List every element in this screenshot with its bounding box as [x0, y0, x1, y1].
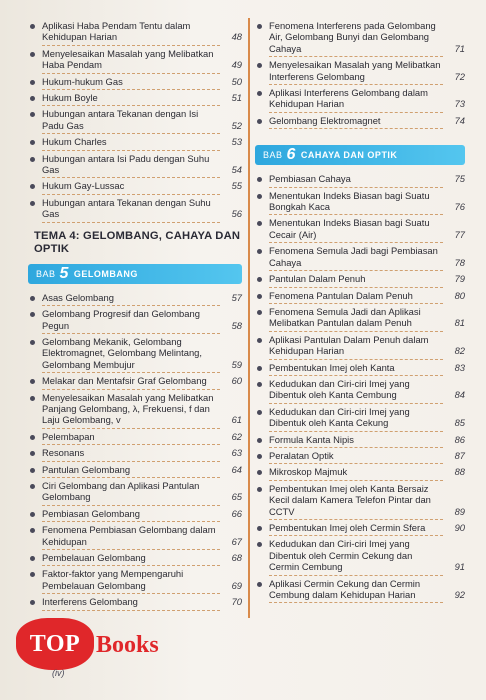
- dashed-separator: [269, 331, 443, 332]
- toc-item-page: 64: [231, 463, 242, 475]
- bullet-icon: [257, 63, 262, 68]
- dashed-separator: [42, 105, 220, 106]
- toc-item-title: Mikroskop Majmuk: [269, 466, 348, 478]
- toc-item-page: 89: [454, 505, 465, 517]
- toc-item[interactable]: [28, 431, 242, 442]
- toc-item-title: Gelombang Progresif dan Gelombang Pegun: [42, 308, 200, 331]
- toc-item[interactable]: [28, 48, 242, 71]
- toc-item[interactable]: [255, 306, 465, 329]
- bullet-icon: [257, 294, 262, 299]
- toc-list-bab6: [255, 173, 465, 600]
- toc-item[interactable]: [255, 362, 465, 373]
- dashed-separator: [42, 89, 220, 90]
- dashed-separator: [269, 403, 443, 404]
- dashed-separator: [42, 461, 220, 462]
- toc-item-page: 71: [454, 42, 465, 54]
- bullet-icon: [30, 312, 35, 317]
- toc-item-title: Kedudukan dan Ciri-ciri Imej yang Dibentuk oleh Kanta Cembung: [269, 377, 410, 401]
- toc-item-title: Interferens Gelombang: [42, 596, 138, 608]
- bullet-icon: [257, 487, 262, 492]
- toc-item-page: 83: [454, 361, 465, 373]
- dashed-separator: [269, 463, 443, 464]
- toc-item[interactable]: [28, 508, 242, 519]
- dashed-separator: [269, 84, 443, 85]
- bullet-icon: [30, 184, 35, 189]
- toc-item-page: 55: [231, 180, 242, 192]
- toc-list-bab5: [28, 292, 242, 608]
- toc-item-title: Menyelesaikan Masalah yang Melibatkan Panjang Gelombang, λ, Frekuensi, f dan Laju Gelombang, v: [42, 391, 214, 426]
- toc-item-title: Pembentukan Imej oleh Cermin Sfera: [269, 522, 426, 533]
- bullet-icon: [30, 556, 35, 561]
- toc-item-title: Faktor-faktor yang Mempengaruhi Pembelauan Gelombang: [42, 568, 184, 591]
- bullet-icon: [30, 600, 35, 605]
- chapter-title: GELOMBANG: [73, 268, 138, 279]
- bullet-icon: [257, 277, 262, 282]
- toc-item[interactable]: [28, 76, 242, 87]
- toc-item[interactable]: [28, 136, 242, 147]
- toc-item[interactable]: [255, 173, 465, 184]
- toc-item-title: Aplikasi Haba Pendam Tentu dalam Kehidupan Harian: [42, 20, 191, 43]
- bullet-icon: [257, 310, 262, 315]
- toc-item-page: 91: [454, 561, 465, 573]
- toc-item-page: 54: [231, 164, 242, 176]
- dashed-separator: [42, 73, 220, 74]
- toc-item[interactable]: [28, 524, 242, 547]
- dashed-separator: [269, 447, 443, 448]
- logo-top-mark: TOP: [16, 618, 94, 670]
- toc-item-page: 92: [454, 589, 465, 601]
- chapter-prefix: BAB: [36, 268, 56, 279]
- toc-item-title: Hubungan antara Isi Padu dengan Suhu Gas: [42, 152, 210, 176]
- toc-item[interactable]: [28, 153, 242, 176]
- toc-item-title: Gelombang Mekanik, Gelombang Elektromagnet, Gelombang Melintang, Gelombang Membujur: [42, 335, 202, 370]
- bullet-icon: [257, 470, 262, 475]
- toc-item-page: 85: [454, 417, 465, 429]
- dashed-separator: [42, 45, 220, 46]
- toc-item[interactable]: [255, 522, 465, 533]
- toc-item[interactable]: [255, 115, 465, 126]
- toc-item-page: 72: [454, 70, 465, 82]
- dashed-separator: [42, 565, 220, 566]
- toc-item[interactable]: [28, 480, 242, 503]
- toc-item[interactable]: [28, 568, 242, 591]
- toc-item-title: Menyelesaikan Masalah yang Melibatkan Haba Pendam: [42, 47, 214, 71]
- toc-item-title: Hukum Charles: [42, 136, 107, 148]
- bullet-icon: [257, 194, 262, 199]
- toc-item-title: Formula Kanta Nipis: [269, 433, 354, 445]
- toc-item-title: Aplikasi Cermin Cekung dan Cermin Cembung dalam Kehidupan Harian: [269, 577, 421, 601]
- toc-item-page: 59: [231, 358, 242, 370]
- bullet-icon: [257, 177, 262, 182]
- toc-item-title: Kedudukan dan Ciri-ciri Imej yang Dibentuk oleh Cermin Cekung dan Cermin Cembung: [269, 538, 413, 573]
- dashed-separator: [269, 128, 443, 129]
- bullet-icon: [30, 484, 35, 489]
- dashed-separator: [42, 333, 220, 334]
- column-divider: [248, 18, 250, 618]
- dashed-separator: [269, 214, 443, 215]
- bullet-icon: [30, 451, 35, 456]
- toc-item[interactable]: [28, 464, 242, 475]
- toc-item-title: Peralatan Optik: [269, 449, 334, 461]
- dashed-separator: [269, 270, 443, 271]
- toc-item-page: 58: [231, 319, 242, 331]
- toc-item-title: Menentukan Indeks Biasan bagi Suatu Bongkah Kaca: [269, 189, 430, 213]
- toc-item[interactable]: [255, 87, 465, 110]
- dashed-separator: [269, 431, 443, 432]
- right-column: [255, 20, 465, 605]
- toc-item-page: 84: [454, 389, 465, 401]
- toc-item-page: 63: [231, 447, 242, 459]
- toc-item-title: Pembiasan Gelombang: [42, 507, 140, 519]
- toc-item-page: 49: [231, 59, 242, 71]
- toc-item-page: 68: [231, 552, 242, 563]
- toc-item-title: Fenomena Interferens pada Gelombang Air, Gelombang Bunyi dan Gelombang Cahaya: [269, 20, 436, 54]
- toc-item-page: 52: [231, 119, 242, 131]
- bullet-icon: [30, 379, 35, 384]
- bullet-icon: [257, 24, 262, 29]
- bullet-icon: [30, 157, 35, 162]
- toc-item-title: Fenomena Pembiasan Gelombang dalam Kehidupan: [42, 524, 216, 547]
- toc-item-page: 87: [454, 449, 465, 461]
- chapter-number: 6: [286, 146, 296, 164]
- toc-item-title: Resonans: [42, 447, 85, 459]
- toc-item[interactable]: [28, 308, 242, 331]
- toc-item-page: 90: [454, 522, 465, 533]
- toc-item-page: 70: [231, 596, 242, 608]
- dashed-separator: [269, 56, 443, 57]
- toc-item[interactable]: [255, 434, 465, 445]
- toc-item-page: 66: [231, 507, 242, 519]
- toc-item-page: 53: [231, 136, 242, 148]
- bullet-icon: [257, 249, 262, 254]
- toc-item-page: 81: [454, 317, 465, 329]
- bullet-icon: [257, 91, 262, 96]
- toc-item[interactable]: [28, 375, 242, 386]
- bullet-icon: [30, 112, 35, 117]
- toc-item-page: 73: [454, 98, 465, 110]
- toc-item[interactable]: [28, 292, 242, 303]
- dashed-separator: [269, 287, 443, 288]
- bullet-icon: [30, 528, 35, 533]
- toc-item-title: Pantulan Dalam Penuh: [269, 273, 366, 285]
- dashed-separator: [269, 375, 443, 376]
- toc-item-title: Aplikasi Interferens Gelombang dalam Kehidupan Harian: [269, 87, 428, 110]
- toc-item-title: Pelembapan: [42, 430, 95, 442]
- toc-item[interactable]: [255, 538, 465, 572]
- toc-item-page: 80: [454, 289, 465, 301]
- toc-item[interactable]: [255, 466, 465, 477]
- dashed-separator: [269, 519, 443, 520]
- dashed-separator: [42, 177, 220, 178]
- toc-item[interactable]: [28, 392, 242, 426]
- toc-item-title: Menentukan Indeks Biasan bagi Suatu Cecair (Air): [269, 217, 430, 240]
- toc-item-title: Pembelauan Gelombang: [42, 552, 146, 563]
- toc-item-title: Gelombang Elektromagnet: [269, 114, 381, 126]
- bullet-icon: [257, 454, 262, 459]
- bullet-icon: [30, 80, 35, 85]
- bullet-icon: [30, 24, 35, 29]
- dashed-separator: [42, 521, 220, 522]
- toc-item-page: 77: [454, 228, 465, 240]
- dashed-separator: [42, 428, 220, 429]
- toc-item-page: 74: [454, 114, 465, 126]
- toc-item-title: Pembentukan Imej oleh Kanta Bersaiz Kecil dalam Kamera Telefon Pintar dan CCTV: [269, 482, 431, 517]
- toc-item-page: 50: [231, 75, 242, 87]
- toc-item-page: 67: [231, 535, 242, 547]
- bullet-icon: [30, 396, 35, 401]
- toc-item[interactable]: [255, 406, 465, 429]
- toc-item-page: 56: [231, 208, 242, 220]
- bullet-icon: [30, 435, 35, 440]
- bullet-icon: [257, 438, 262, 443]
- toc-item[interactable]: [28, 108, 242, 131]
- toc-item[interactable]: [255, 578, 465, 601]
- dashed-separator: [42, 610, 220, 611]
- toc-item[interactable]: [255, 450, 465, 461]
- left-column: [28, 20, 242, 613]
- bullet-icon: [30, 572, 35, 577]
- bullet-icon: [257, 221, 262, 226]
- toc-item-title: Hubungan antara Tekanan dengan Isi Padu Gas: [42, 108, 199, 131]
- toc-item[interactable]: [255, 483, 465, 517]
- toc-item-title: Ciri Gelombang dan Aplikasi Pantulan Gelombang: [42, 479, 200, 503]
- dashed-separator: [42, 372, 220, 373]
- dashed-separator: [42, 505, 220, 506]
- toc-list-left-top: [28, 20, 242, 220]
- bullet-icon: [30, 512, 35, 517]
- toc-item[interactable]: [28, 180, 242, 191]
- dashed-separator: [269, 575, 443, 576]
- bullet-icon: [257, 366, 262, 371]
- bullet-icon: [30, 296, 35, 301]
- toc-item[interactable]: [255, 190, 465, 213]
- toc-item-page: 75: [454, 173, 465, 185]
- bullet-icon: [257, 382, 262, 387]
- page-number-label: (iv): [52, 668, 65, 678]
- toc-item-page: 62: [231, 430, 242, 442]
- toc-item[interactable]: [255, 273, 465, 284]
- chapter-prefix: BAB: [263, 150, 283, 161]
- dashed-separator: [269, 187, 443, 188]
- toc-item-title: Fenomena Pantulan Dalam Penuh: [269, 289, 413, 301]
- publisher-logo: [16, 618, 216, 690]
- bullet-icon: [257, 338, 262, 343]
- bullet-icon: [257, 542, 262, 547]
- toc-list-right-top: [255, 20, 465, 126]
- toc-item[interactable]: [255, 378, 465, 401]
- dashed-separator: [42, 194, 220, 195]
- toc-item-title: Kedudukan dan Ciri-ciri Imej yang Dibentuk oleh Kanta Cekung: [269, 405, 410, 429]
- toc-item-title: Pantulan Gelombang: [42, 463, 131, 475]
- toc-item[interactable]: [255, 217, 465, 240]
- dashed-separator: [42, 150, 220, 151]
- chapter-number: 5: [59, 264, 69, 282]
- chapter-6-banner: [255, 145, 465, 165]
- toc-item[interactable]: [28, 447, 242, 458]
- bullet-icon: [30, 140, 35, 145]
- toc-item[interactable]: [28, 552, 242, 563]
- toc-item-page: 60: [231, 375, 242, 387]
- toc-item-title: Hubungan antara Tekanan dengan Suhu Gas: [42, 196, 211, 220]
- dashed-separator: [42, 477, 220, 478]
- dashed-separator: [42, 305, 220, 306]
- toc-item[interactable]: [28, 336, 242, 370]
- toc-item-title: Pembentukan Imej oleh Kanta: [269, 361, 395, 373]
- dashed-separator: [269, 602, 443, 603]
- toc-item-page: 57: [231, 291, 242, 303]
- bullet-icon: [30, 96, 35, 101]
- bullet-icon: [30, 201, 35, 206]
- toc-item-title: Asas Gelombang: [42, 291, 114, 303]
- toc-item-page: 76: [454, 201, 465, 213]
- toc-item-title: Menyelesaikan Masalah yang Melibatkan Interferens Gelombang: [269, 59, 441, 82]
- bullet-icon: [257, 526, 262, 531]
- toc-item-page: 86: [454, 433, 465, 445]
- toc-item-page: 78: [454, 256, 465, 268]
- toc-item[interactable]: [255, 290, 465, 301]
- toc-item-title: Hukum-hukum Gas: [42, 75, 123, 87]
- toc-item-page: 51: [231, 92, 242, 104]
- dashed-separator: [269, 535, 443, 536]
- toc-item-page: 88: [454, 466, 465, 478]
- toc-item-page: 61: [231, 414, 242, 426]
- toc-item-title: Aplikasi Pantulan Dalam Penuh dalam Kehidupan Harian: [269, 333, 429, 357]
- dashed-separator: [42, 549, 220, 550]
- toc-item-page: 65: [231, 491, 242, 503]
- dashed-separator: [269, 359, 443, 360]
- toc-item[interactable]: [28, 20, 242, 43]
- toc-item-title: Hukum Gay-Lussac: [42, 180, 125, 192]
- bullet-icon: [257, 410, 262, 415]
- toc-item-title: Melakar dan Mentafsir Graf Gelombang: [42, 375, 207, 387]
- dashed-separator: [269, 112, 443, 113]
- toc-item-page: 82: [454, 345, 465, 357]
- dashed-separator: [269, 242, 443, 243]
- bullet-icon: [257, 582, 262, 587]
- toc-item[interactable]: [255, 334, 465, 357]
- bullet-icon: [30, 468, 35, 473]
- toc-item-title: Pembiasan Cahaya: [269, 173, 351, 185]
- dashed-separator: [42, 444, 220, 445]
- toc-item-page: 48: [231, 31, 242, 43]
- toc-item[interactable]: [255, 20, 465, 54]
- toc-item-page: 69: [231, 579, 242, 591]
- toc-item-title: Fenomena Semula Jadi bagi Pembiasan Cahaya: [269, 245, 438, 268]
- toc-item-title: Hukum Boyle: [42, 92, 98, 104]
- dashed-separator: [42, 389, 220, 390]
- toc-item-title: Fenomena Semula Jadi dan Aplikasi Melibatkan Pantulan dalam Penuh: [269, 305, 421, 329]
- chapter-5-banner: [28, 264, 242, 284]
- toc-item-page: 79: [454, 273, 465, 285]
- dashed-separator: [42, 222, 220, 223]
- dashed-separator: [42, 133, 220, 134]
- dashed-separator: [42, 593, 220, 594]
- bullet-icon: [257, 119, 262, 124]
- toc-item[interactable]: [28, 596, 242, 607]
- dashed-separator: [269, 303, 443, 304]
- bullet-icon: [30, 340, 35, 345]
- logo-books-text: Books: [96, 632, 159, 658]
- bullet-icon: [30, 52, 35, 57]
- theme-heading: TEMA 4: GELOMBANG, CAHAYA DAN OPTIK: [34, 229, 241, 255]
- toc-item[interactable]: [255, 59, 465, 82]
- toc-item[interactable]: [28, 92, 242, 103]
- toc-item[interactable]: [255, 245, 465, 268]
- dashed-separator: [269, 480, 443, 481]
- toc-item[interactable]: [28, 197, 242, 220]
- chapter-title: CAHAYA DAN OPTIK: [300, 150, 398, 161]
